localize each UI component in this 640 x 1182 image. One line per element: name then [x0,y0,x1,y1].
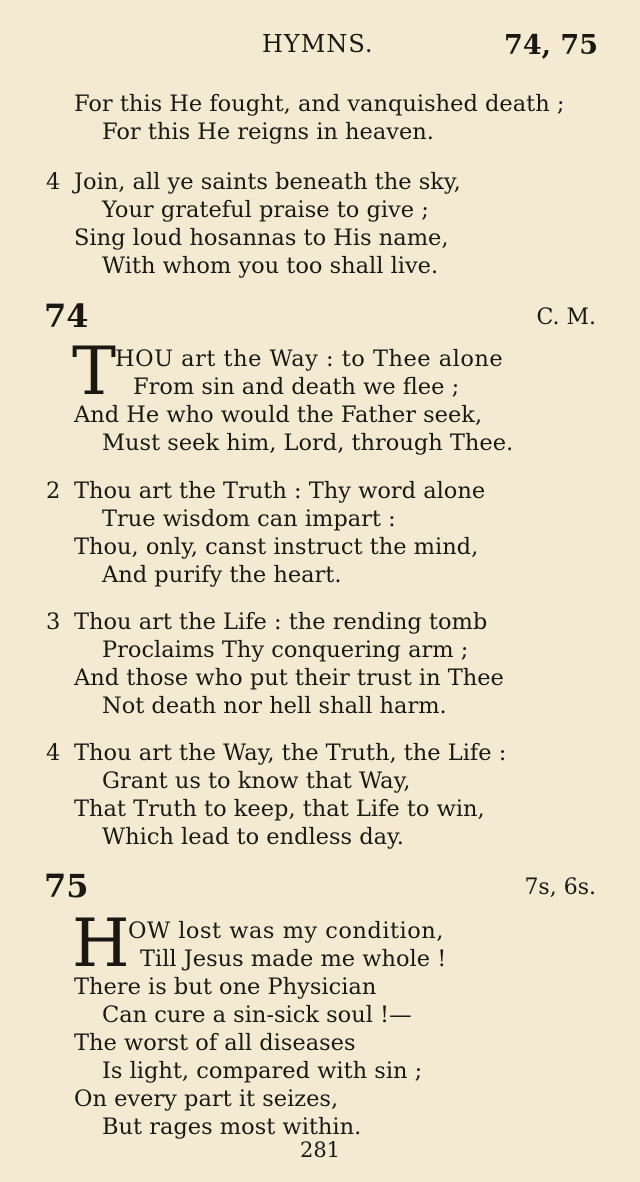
verse-first-line: HOU art the Way : to Thee alone [115,346,504,372]
verse-first-line: OW lost was my condition, [128,918,444,944]
verse-line: That Truth to keep, that Life to win, [74,796,485,822]
verse-line: There is but one Physician [74,974,377,1000]
hymn-number: 74 [44,297,89,335]
verse-line: True wisdom can impart : [102,506,396,532]
verse-line: Thou art the Life : the rending tomb [74,609,488,635]
verse-line: But rages most within. [102,1114,362,1140]
verse-number: 4 [46,169,61,195]
verse-line: Thou, only, canst instruct the mind, [74,534,479,560]
verse-line: Till Jesus made me whole ! [140,946,447,972]
hymn-meter: C. M. [536,305,596,330]
verse-number: 4 [46,740,61,766]
page-number: 281 [299,1138,341,1162]
verse-line: Is light, compared with sin ; [102,1058,423,1084]
page-header [0,30,640,70]
continuation-line: For this He reigns in heaven. [102,119,434,145]
hymn-range: 74, 75 [504,30,598,61]
drop-cap: H [72,905,130,982]
verse-line: Proclaims Thy conquering arm ; [102,637,469,663]
continuation-line: For this He fought, and vanquished death ; [74,91,565,117]
verse-line: And those who put their trust in Thee [74,665,504,691]
verse-line: Join, all ye saints beneath the sky, [74,169,461,195]
verse-line: Grant us to know that Way, [102,768,411,794]
verse-line: Which lead to endless day. [102,824,404,850]
verse-line: And He who would the Father seek, [74,402,483,428]
running-head: HYMNS. [262,30,374,58]
verse-line: Not death nor hell shall harm. [102,693,447,719]
hymn-number: 75 [44,867,89,905]
verse-number: 3 [46,609,61,635]
verse-line: On every part it seizes, [74,1086,339,1112]
verse-line: And purify the heart. [102,562,342,588]
verse-line: Thou art the Truth : Thy word alone [74,478,486,504]
verse-line: Your grateful praise to give ; [102,197,429,223]
drop-cap: T [72,333,117,410]
verse-line: The worst of all diseases [74,1030,356,1056]
verse-line: Must seek him, Lord, through Thee. [102,430,514,456]
verse-line: With whom you too shall live. [102,253,439,279]
verse-number: 2 [46,478,61,504]
hymn-meter: 7s, 6s. [524,875,596,900]
verse-line: From sin and death we flee ; [133,374,460,400]
verse-line: Sing loud hosannas to His name, [74,225,449,251]
verse-line: Thou art the Way, the Truth, the Life : [74,740,507,766]
verse-line: Can cure a sin-sick soul !— [102,1002,412,1028]
